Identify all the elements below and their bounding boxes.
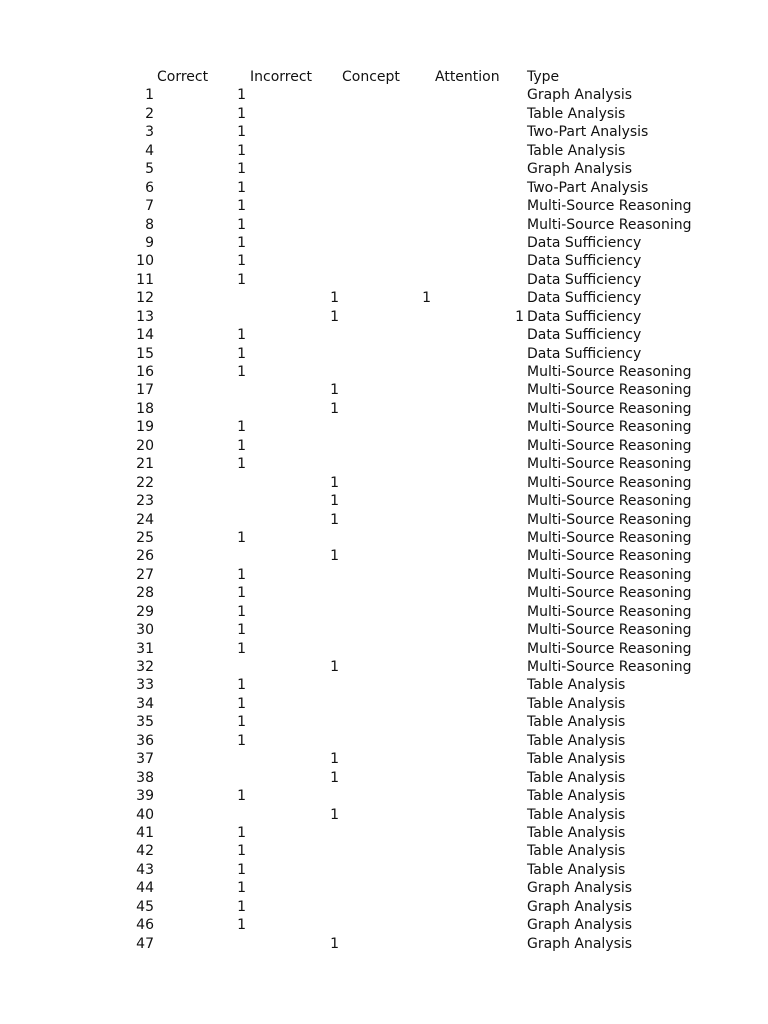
attention-overflow-cell: 1 — [515, 308, 524, 325]
table-row — [0, 935, 768, 953]
type-cell: Table Analysis — [527, 677, 626, 694]
table-row — [0, 916, 768, 934]
row-number: 35 — [136, 714, 154, 731]
table-row — [0, 750, 768, 768]
row-number: 41 — [136, 824, 154, 841]
row-number: 18 — [136, 400, 154, 417]
type-cell: Table Analysis — [527, 695, 626, 712]
incorrect-cell: 1 — [237, 622, 246, 639]
table-row — [0, 898, 768, 916]
table-row — [0, 492, 768, 510]
type-cell: Graph Analysis — [527, 935, 633, 952]
table-row — [0, 676, 768, 694]
type-cell: Data Sufficiency — [527, 271, 642, 288]
header-attention: Attention — [435, 69, 500, 85]
type-cell: Multi-Source Reasoning — [527, 216, 692, 233]
row-number: 31 — [136, 640, 154, 657]
type-cell: Two-Part Analysis — [527, 179, 649, 196]
type-cell: Table Analysis — [527, 769, 626, 786]
concept-cell: 1 — [330, 290, 339, 307]
type-cell: Multi-Source Reasoning — [527, 474, 692, 491]
incorrect-cell: 1 — [237, 677, 246, 694]
row-number: 7 — [145, 198, 154, 215]
incorrect-cell: 1 — [237, 566, 246, 583]
header-row — [0, 68, 768, 86]
concept-cell: 1 — [330, 806, 339, 823]
incorrect-cell: 1 — [237, 917, 246, 934]
row-number: 43 — [136, 861, 154, 878]
incorrect-cell: 1 — [237, 898, 246, 915]
type-cell: Data Sufficiency — [527, 345, 642, 362]
table-row — [0, 289, 768, 307]
concept-cell: 1 — [330, 493, 339, 510]
incorrect-cell: 1 — [237, 142, 246, 159]
type-cell: Multi-Source Reasoning — [527, 659, 692, 675]
row-number: 15 — [136, 345, 154, 362]
type-cell: Data Sufficiency — [527, 327, 642, 344]
incorrect-cell: 1 — [237, 234, 246, 251]
row-number: 37 — [136, 751, 154, 768]
type-cell: Graph Analysis — [527, 917, 633, 934]
row-number: 25 — [136, 529, 154, 546]
table-row — [0, 418, 768, 436]
row-number: 10 — [136, 253, 154, 270]
row-number: 47 — [136, 935, 154, 952]
row-number: 38 — [136, 769, 154, 786]
incorrect-cell: 1 — [237, 87, 246, 104]
type-cell: Table Analysis — [527, 861, 626, 878]
header-type: Type — [527, 69, 560, 85]
table-row — [0, 824, 768, 842]
row-number: 1 — [145, 87, 154, 104]
row-number: 45 — [136, 898, 154, 915]
type-cell: Table Analysis — [527, 824, 626, 841]
incorrect-cell: 1 — [237, 161, 246, 178]
incorrect-cell: 1 — [237, 253, 246, 270]
row-number: 2 — [145, 105, 154, 122]
table-row — [0, 216, 768, 234]
type-cell: Table Analysis — [527, 843, 626, 860]
incorrect-cell: 1 — [237, 327, 246, 344]
type-cell: Table Analysis — [527, 732, 626, 749]
row-number: 40 — [136, 806, 154, 823]
incorrect-cell: 1 — [237, 198, 246, 215]
row-number: 26 — [136, 548, 154, 565]
table-row — [0, 400, 768, 418]
incorrect-cell: 1 — [237, 585, 246, 602]
table-row — [0, 86, 768, 104]
type-cell: Multi-Source Reasoning — [527, 198, 692, 215]
row-number: 42 — [136, 843, 154, 860]
concept-cell: 1 — [330, 308, 339, 325]
table-row — [0, 511, 768, 529]
incorrect-cell: 1 — [237, 861, 246, 878]
table-row — [0, 455, 768, 473]
incorrect-cell: 1 — [237, 419, 246, 436]
table-row — [0, 252, 768, 270]
incorrect-cell: 1 — [237, 880, 246, 897]
row-number: 4 — [145, 142, 154, 159]
type-cell: Graph Analysis — [527, 880, 633, 897]
type-cell: Data Sufficiency — [527, 290, 642, 307]
table-row — [0, 713, 768, 731]
incorrect-cell: 1 — [237, 345, 246, 362]
incorrect-cell: 1 — [237, 364, 246, 380]
table-row — [0, 326, 768, 344]
table-row — [0, 769, 768, 787]
row-number: 11 — [136, 271, 154, 288]
row-number: 46 — [136, 917, 154, 934]
row-number: 12 — [136, 290, 154, 307]
table-row — [0, 879, 768, 897]
type-cell: Two-Part Analysis — [527, 124, 649, 141]
type-cell: Table Analysis — [527, 105, 626, 122]
row-number: 6 — [145, 179, 154, 196]
concept-cell: 1 — [330, 659, 339, 675]
type-cell: Multi-Source Reasoning — [527, 400, 692, 417]
incorrect-cell: 1 — [237, 788, 246, 805]
row-number: 13 — [136, 308, 154, 325]
concept-cell: 1 — [330, 935, 339, 952]
concept-cell: 1 — [330, 751, 339, 768]
table-row — [0, 732, 768, 750]
row-number: 44 — [136, 880, 154, 897]
table-row — [0, 658, 768, 676]
incorrect-cell: 1 — [237, 714, 246, 731]
type-cell: Multi-Source Reasoning — [527, 419, 692, 436]
incorrect-cell: 1 — [237, 603, 246, 620]
type-cell: Multi-Source Reasoning — [527, 566, 692, 583]
row-number: 24 — [136, 511, 154, 528]
table-row — [0, 695, 768, 713]
table-body — [0, 86, 768, 953]
row-number: 33 — [136, 677, 154, 694]
concept-cell: 1 — [330, 400, 339, 417]
row-number: 36 — [136, 732, 154, 749]
row-number: 5 — [145, 161, 154, 178]
row-number: 16 — [136, 364, 154, 380]
incorrect-cell: 1 — [237, 105, 246, 122]
table-row — [0, 197, 768, 215]
row-number: 34 — [136, 695, 154, 712]
incorrect-cell: 1 — [237, 529, 246, 546]
incorrect-cell: 1 — [237, 695, 246, 712]
type-cell: Multi-Source Reasoning — [527, 364, 692, 380]
incorrect-cell: 1 — [237, 216, 246, 233]
table-row — [0, 474, 768, 492]
table-row — [0, 806, 768, 824]
type-cell: Multi-Source Reasoning — [527, 603, 692, 620]
row-number: 29 — [136, 603, 154, 620]
row-number: 27 — [136, 566, 154, 583]
table-row — [0, 621, 768, 639]
incorrect-cell: 1 — [237, 640, 246, 657]
type-cell: Multi-Source Reasoning — [527, 640, 692, 657]
concept-cell: 1 — [330, 382, 339, 399]
table-row — [0, 842, 768, 860]
type-cell: Data Sufficiency — [527, 308, 642, 325]
table-row — [0, 787, 768, 805]
header-incorrect: Incorrect — [250, 69, 313, 85]
row-number: 17 — [136, 382, 154, 399]
attention-cell: 1 — [422, 290, 431, 307]
type-cell: Multi-Source Reasoning — [527, 437, 692, 454]
type-cell: Multi-Source Reasoning — [527, 585, 692, 602]
type-cell: Multi-Source Reasoning — [527, 548, 692, 565]
table-row — [0, 123, 768, 141]
type-cell: Multi-Source Reasoning — [527, 529, 692, 546]
type-cell: Multi-Source Reasoning — [527, 456, 692, 473]
type-cell: Table Analysis — [527, 714, 626, 731]
row-number: 14 — [136, 327, 154, 344]
table-row — [0, 160, 768, 178]
table-row — [0, 234, 768, 252]
table-row — [0, 381, 768, 399]
type-cell: Data Sufficiency — [527, 234, 642, 251]
table-row — [0, 547, 768, 565]
incorrect-cell: 1 — [237, 824, 246, 841]
row-number: 30 — [136, 622, 154, 639]
row-number: 22 — [136, 474, 154, 491]
incorrect-cell: 1 — [237, 732, 246, 749]
header-concept: Concept — [342, 69, 400, 85]
incorrect-cell: 1 — [237, 437, 246, 454]
type-cell: Data Sufficiency — [527, 253, 642, 270]
table-row — [0, 363, 768, 381]
type-cell: Multi-Source Reasoning — [527, 622, 692, 639]
spreadsheet — [0, 68, 768, 953]
table-row — [0, 345, 768, 363]
concept-cell: 1 — [330, 769, 339, 786]
table-row — [0, 105, 768, 123]
row-number: 23 — [136, 493, 154, 510]
table-row — [0, 308, 768, 326]
row-number: 9 — [145, 234, 154, 251]
type-cell: Multi-Source Reasoning — [527, 382, 692, 399]
row-number: 8 — [145, 216, 154, 233]
row-number: 32 — [136, 659, 154, 675]
row-number: 28 — [136, 585, 154, 602]
table-row — [0, 142, 768, 160]
table-row — [0, 584, 768, 602]
concept-cell: 1 — [330, 474, 339, 491]
header-correct: Correct — [157, 69, 209, 85]
row-number: 39 — [136, 788, 154, 805]
type-cell: Multi-Source Reasoning — [527, 493, 692, 510]
row-number: 19 — [136, 419, 154, 436]
type-cell: Table Analysis — [527, 788, 626, 805]
incorrect-cell: 1 — [237, 843, 246, 860]
incorrect-cell: 1 — [237, 456, 246, 473]
incorrect-cell: 1 — [237, 124, 246, 141]
type-cell: Graph Analysis — [527, 87, 633, 104]
type-cell: Graph Analysis — [527, 898, 633, 915]
incorrect-cell: 1 — [237, 179, 246, 196]
row-number: 21 — [136, 456, 154, 473]
type-cell: Multi-Source Reasoning — [527, 511, 692, 528]
type-cell: Table Analysis — [527, 751, 626, 768]
type-cell: Table Analysis — [527, 806, 626, 823]
concept-cell: 1 — [330, 548, 339, 565]
table-row — [0, 603, 768, 621]
type-cell: Table Analysis — [527, 142, 626, 159]
concept-cell: 1 — [330, 511, 339, 528]
table-row — [0, 529, 768, 547]
table-row — [0, 566, 768, 584]
table-row — [0, 179, 768, 197]
table-row — [0, 437, 768, 455]
table-row — [0, 271, 768, 289]
incorrect-cell: 1 — [237, 271, 246, 288]
row-number: 20 — [136, 437, 154, 454]
table-row — [0, 861, 768, 879]
type-cell: Graph Analysis — [527, 161, 633, 178]
row-number: 3 — [145, 124, 154, 141]
table-row — [0, 640, 768, 658]
